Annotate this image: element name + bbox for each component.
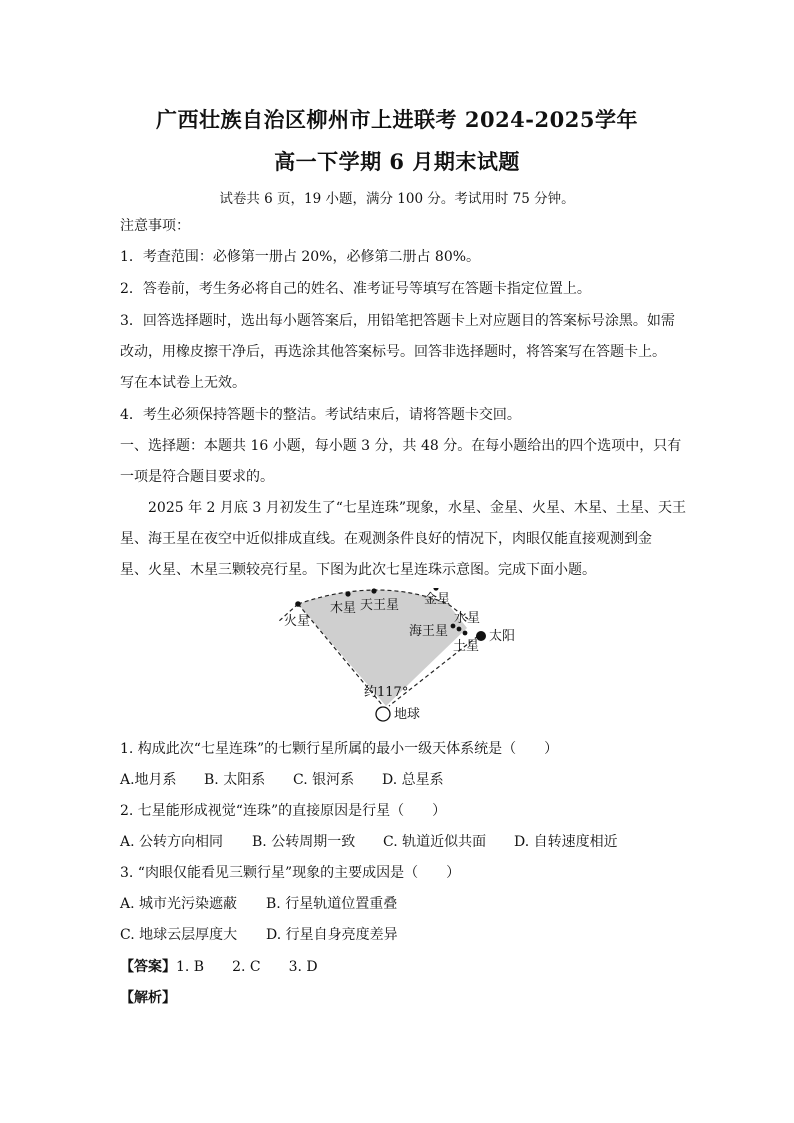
- q1-option-c[interactable]: C. 银河系: [293, 772, 355, 788]
- notice-item-3-line-1: 3．回答选择题时，选出每小题答案后，用铅笔把答题卡上对应题目的答案标号涂黑。如需: [120, 313, 675, 329]
- notice-item-1: 1．考查范围：必修第一册占 20%，必修第二册占 80%。: [120, 249, 481, 265]
- notice-item-4: 4．考生必须保持答题卡的整洁。考试结束后，请将答题卡交回。: [120, 407, 521, 423]
- label-mercury: 水星: [454, 611, 481, 626]
- notice-item-3-line-3: 写在本试卷上无效。: [120, 375, 246, 391]
- label-uranus: 天王星: [360, 598, 400, 613]
- mars-dot: [295, 601, 301, 607]
- label-venus: 金星: [424, 592, 451, 607]
- exam-subtitle: 试卷共 6 页，19 小题，满分 100 分。考试用时 75 分钟。: [219, 191, 575, 207]
- label-earth: 地球: [394, 707, 421, 722]
- question-2-stem: 2. 七星能形成视觉“连珠”的直接原因是行星（ ）: [120, 803, 447, 819]
- answer-line: [120, 957, 680, 977]
- label-angle: 约117°: [364, 685, 409, 700]
- q2-option-a[interactable]: A. 公转方向相同: [120, 834, 224, 850]
- section-heading-line-1: 一、选择题：本题共 16 小题，每小题 3 分，共 48 分。在每小题给出的四个选项中，只有: [120, 438, 682, 454]
- analysis-label: 【解析】: [120, 990, 176, 1006]
- question-1-stem: 1. 构成此次“七星连珠”的七颗行星所属的最小一级天体系统是（ ）: [120, 741, 559, 757]
- neptune-dot: [457, 627, 462, 632]
- answer-values: 1. B 2. C 3. D: [176, 959, 318, 975]
- section-heading-line-2: 一项是符合题目要求的。: [120, 469, 274, 485]
- label-jupiter: 木星: [330, 601, 357, 616]
- notice-heading: 注意事项：: [120, 218, 190, 234]
- label-neptune: 海王星: [409, 624, 449, 639]
- question-3-options-row-1: [120, 894, 680, 914]
- notice-item-2: 2．答卷前，考生务必将自己的姓名、准考证号等填写在答题卡指定位置上。: [120, 281, 591, 297]
- q3-option-c[interactable]: C. 地球云层厚度大: [120, 927, 238, 943]
- q1-option-d[interactable]: D. 总星系: [382, 772, 444, 788]
- earth-circle: [376, 707, 390, 721]
- venus-dot: [433, 588, 438, 591]
- q2-option-b[interactable]: B. 公转周期一致: [252, 834, 356, 850]
- seven-planets-diagram: [270, 588, 530, 728]
- question-1-options: [120, 770, 680, 790]
- question-3-options-row-2: [120, 925, 680, 945]
- exam-title: 广西壮族自治区柳州市上进联考 2024-2025学年: [156, 107, 638, 132]
- passage-line-1: 2025 年 2 月底 3 月初发生了“七星连珠”现象，水星、金星、火星、木星、土星、天王: [148, 500, 687, 516]
- saturn-dot: [463, 631, 468, 636]
- q3-option-a[interactable]: A. 城市光污染遮蔽: [120, 896, 238, 912]
- q1-option-a[interactable]: A.地月系: [120, 772, 177, 788]
- label-saturn: 土星: [453, 639, 480, 654]
- label-mars: 火星: [284, 614, 311, 629]
- q2-option-d[interactable]: D. 自转速度相近: [514, 834, 618, 850]
- notice-item-3-line-2: 改动，用橡皮擦干净后，再选涂其他答案标号。回答非选择题时，将答案写在答题卡上。: [120, 344, 666, 360]
- uranus-dot: [371, 588, 376, 593]
- jupiter-dot: [345, 591, 350, 596]
- passage-line-3: 星、火星、木星三颗较亮行星。下图为此次七星连珠示意图。完成下面小题。: [120, 562, 596, 578]
- answer-label: 【答案】: [120, 959, 176, 975]
- question-2-options: [120, 832, 680, 852]
- label-sun: 太阳: [489, 629, 516, 644]
- q3-option-b[interactable]: B. 行星轨道位置重叠: [266, 896, 398, 912]
- q1-option-b[interactable]: B. 太阳系: [204, 772, 266, 788]
- question-3-stem: 3. “肉眼仅能看见三颗行星”现象的主要成因是（ ）: [120, 865, 461, 881]
- q3-option-d[interactable]: D. 行星自身亮度差异: [266, 927, 398, 943]
- q2-option-c[interactable]: C. 轨道近似共面: [383, 834, 487, 850]
- exam-title-line2: 高一下学期 6 月期末试题: [274, 149, 520, 174]
- passage-line-2: 星、海王星在夜空中近似排成直线。在观测条件良好的情况下，肉眼仅能直接观测到金: [120, 531, 652, 547]
